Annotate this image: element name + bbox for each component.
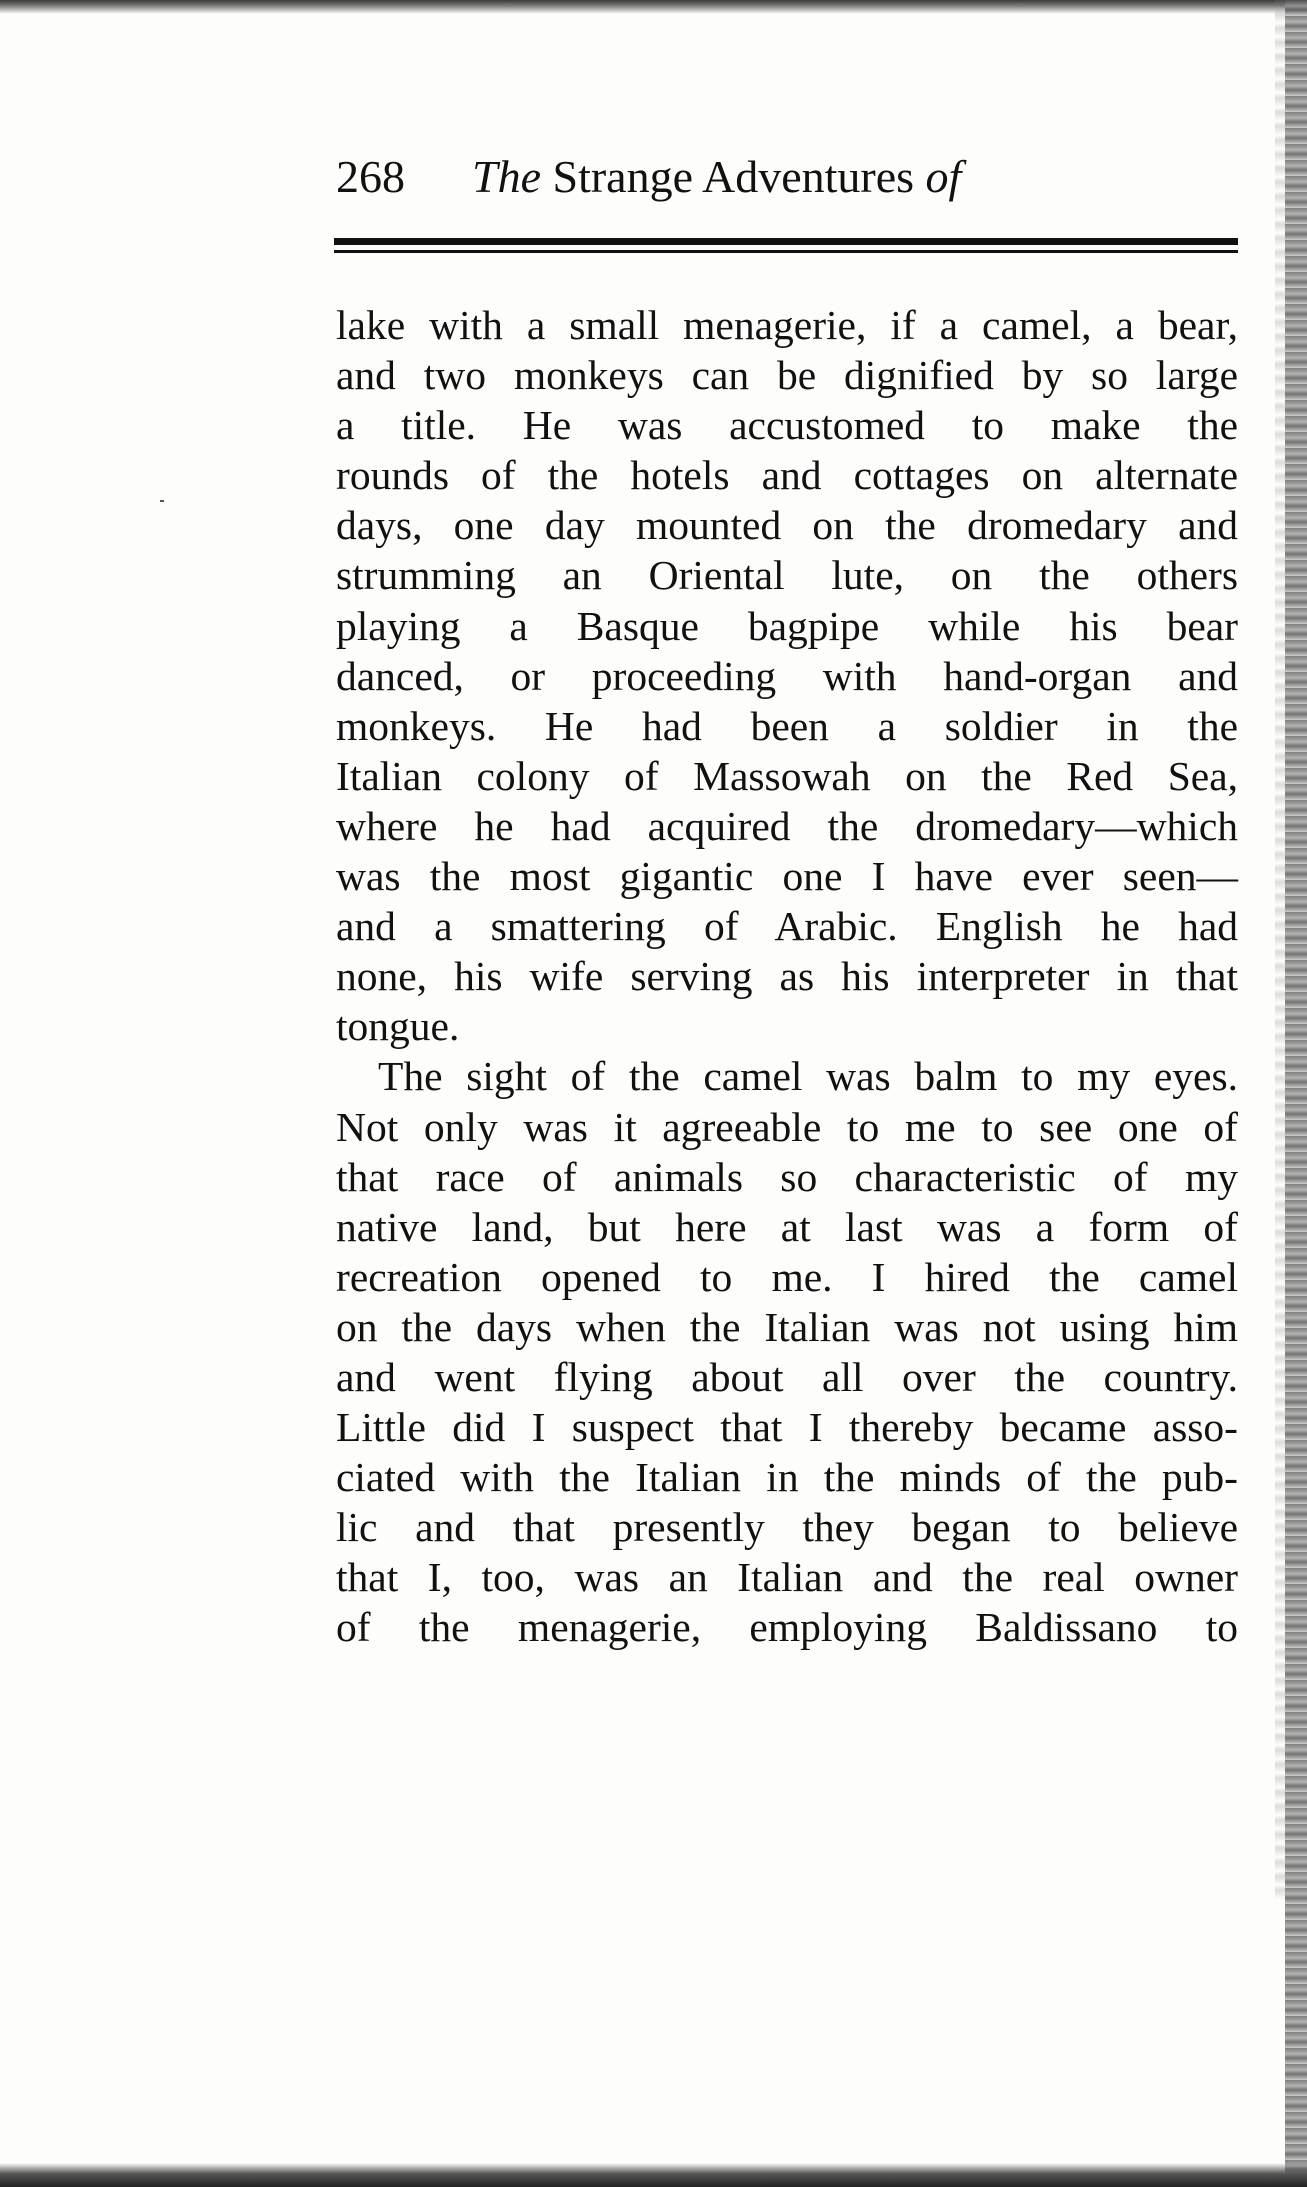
text-line: strumming an Oriental lute, on the others [336, 552, 1238, 599]
text-line: and two monkeys can be dignified by so large [336, 352, 1238, 399]
paragraph-2 [336, 1051, 1238, 1652]
text-line: on the days when the Italian was not using him [336, 1303, 1238, 1350]
text-line: and went flying about all over the country. [336, 1353, 1238, 1400]
text-line: The sight of the camel was balm to my eyes. [378, 1053, 1238, 1100]
text-line: lic and that presently they began to believe [336, 1504, 1238, 1551]
text-line: where he had acquired the dromedary—which [336, 802, 1238, 849]
text-line: lake with a small menagerie, if a camel, a bear, [336, 302, 1238, 348]
header-rule-thin [334, 250, 1238, 253]
text-line: Italian colony of Massowah on the Red Sea, [336, 752, 1238, 799]
text-line: Little did I suspect that I thereby became asso- [336, 1404, 1238, 1451]
text-line: Not only was it agreeable to me to see one of [336, 1103, 1238, 1150]
text-line: that race of animals so characteristic of my [336, 1153, 1238, 1200]
body-text [336, 300, 1238, 1653]
running-title-prefix: The [472, 151, 541, 202]
text-line: was the most gigantic one I have ever seen— [336, 853, 1238, 900]
text-line: recreation opened to me. I hired the camel [336, 1253, 1238, 1300]
text-line: playing a Basque bagpipe while his bear [336, 602, 1238, 649]
running-header [336, 142, 1238, 212]
text-line: none, his wife serving as his interpreter in that [336, 953, 1238, 1000]
scan-right-edge [1285, 0, 1307, 2187]
text-line: rounds of the hotels and cottages on alternate [336, 452, 1238, 499]
page-number: 268 [336, 151, 405, 202]
paragraph-1 [336, 300, 1238, 1051]
text-line: days, one day mounted on the dromedary and [336, 502, 1238, 549]
text-line: native land, but here at last was a form of [336, 1203, 1238, 1250]
header-rule-thick [334, 238, 1238, 245]
scan-right-shadow [1275, 0, 1285, 1900]
scan-top-edge [0, 0, 1307, 14]
running-title-suffix: of [925, 151, 962, 202]
running-title [472, 142, 961, 212]
text-line: ciated with the Italian in the minds of the pub- [336, 1454, 1238, 1501]
running-title-main: Strange Adventures [552, 151, 915, 202]
text-line: of the menagerie, employing Baldissano to [336, 1604, 1238, 1651]
text-line: danced, or proceeding with hand-organ and [336, 652, 1238, 699]
text-line: monkeys. He had been a soldier in the [336, 702, 1238, 749]
text-line: and a smattering of Arabic. English he had [336, 903, 1238, 950]
text-line: a title. He was accustomed to make the [336, 402, 1238, 449]
text-line: tongue. [336, 1003, 460, 1050]
scan-speck [160, 500, 164, 502]
scan-bottom-edge [0, 2163, 1307, 2187]
text-line: that I, too, was an Italian and the real owner [336, 1554, 1238, 1601]
